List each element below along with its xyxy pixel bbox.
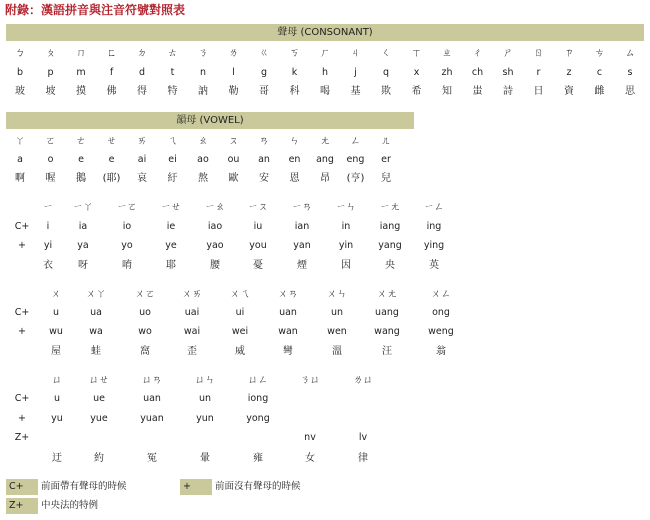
vowel-zhuyin-cell: ㄟ bbox=[167, 136, 178, 147]
i-group-chars-cell: 耶 bbox=[166, 260, 176, 271]
i-group-chars-cell: 腰 bbox=[210, 260, 220, 271]
vowel-pinyin-cell: ai bbox=[137, 154, 147, 165]
v-group-zhuyin-cell: ㄋㄩ bbox=[300, 375, 320, 386]
v-group-zhuyin-cell: ㄩㄢ bbox=[142, 375, 162, 386]
consonant-pinyin-cell: m bbox=[76, 67, 86, 78]
i-group-chars-cell: 英 bbox=[429, 260, 439, 271]
row-label: C+ bbox=[14, 393, 30, 404]
i-group-cplus-cell: i bbox=[46, 221, 50, 232]
vowel-zhuyin-cell: ㄣ bbox=[289, 136, 300, 147]
consonant-zhuyin-cell: ㄐ bbox=[350, 48, 361, 59]
vowel-chars-cell: 鵝 bbox=[76, 173, 86, 184]
v-group-zplus-cell: nv bbox=[304, 432, 316, 443]
i-group-cplus-cell: iu bbox=[253, 221, 263, 232]
row-label: C+ bbox=[14, 221, 30, 232]
i-group-plus-cell: yi bbox=[43, 240, 53, 251]
consonant-zhuyin-cell: ㄊ bbox=[167, 48, 178, 59]
consonant-chars-row bbox=[0, 84, 650, 100]
consonant-zhuyin-cell: ㄆ bbox=[45, 48, 56, 59]
i-group-plus-cell: ya bbox=[77, 240, 89, 251]
consonant-chars-cell: 喝 bbox=[320, 86, 330, 97]
vowel-pinyin-cell: e bbox=[108, 154, 115, 165]
legend-cplus-key: C+ bbox=[6, 479, 38, 495]
consonant-pinyin-cell: j bbox=[354, 67, 357, 78]
i-group-chars-cell: 憂 bbox=[253, 260, 263, 271]
vowel-zhuyin-cell: ㄦ bbox=[381, 136, 391, 147]
i-group-zhuyin-cell: ㄧㄡ bbox=[248, 202, 268, 213]
i-group-plus-cell: yo bbox=[121, 240, 133, 251]
v-group-cplus-cell: u bbox=[53, 393, 61, 404]
consonant-chars-cell: 得 bbox=[137, 86, 147, 97]
u-group-chars-cell: 窩 bbox=[140, 346, 150, 357]
vowel-zhuyin-cell: ㄞ bbox=[137, 136, 147, 147]
i-group-zhuyin-row bbox=[0, 200, 650, 216]
i-group-plus-cell: yin bbox=[338, 240, 354, 251]
u-group-cplus-cell: ua bbox=[90, 307, 102, 318]
i-group-chars-cell: 唷 bbox=[122, 260, 132, 271]
consonant-chars-cell: 哥 bbox=[259, 86, 269, 97]
i-group-chars-cell: 煙 bbox=[297, 260, 307, 271]
i-group-chars-cell: 央 bbox=[385, 260, 395, 271]
vowel-zhuyin-cell: ㄜ bbox=[76, 136, 86, 147]
i-group-zhuyin-cell: ㄧ bbox=[43, 202, 53, 213]
v-group-plus-row bbox=[0, 411, 650, 427]
consonant-pinyin-cell: zh bbox=[441, 67, 453, 78]
consonant-pinyin-cell: z bbox=[566, 67, 572, 78]
u-group-cplus-cell: uai bbox=[184, 307, 200, 318]
v-group-chars-cell: 冤 bbox=[147, 453, 157, 464]
v-group-plus-cell: yue bbox=[90, 413, 108, 424]
u-group-plus-cell: wa bbox=[89, 326, 103, 337]
u-group-zhuyin-cell: ㄨㄞ bbox=[182, 289, 202, 300]
consonant-chars-cell: 知 bbox=[442, 86, 452, 97]
i-group-cplus-row bbox=[0, 219, 650, 235]
consonant-chars-cell: 蚩 bbox=[472, 86, 483, 97]
row-label: + bbox=[18, 413, 26, 424]
u-group-zhuyin-cell: ㄨㄢ bbox=[278, 289, 298, 300]
vowel-zhuyin-cell: ㄛ bbox=[45, 136, 56, 147]
consonant-zhuyin-cell: ㄗ bbox=[564, 48, 574, 59]
u-group-cplus-row bbox=[0, 305, 650, 321]
v-group-chars-cell: 女 bbox=[305, 453, 315, 464]
u-group-plus-cell: wo bbox=[138, 326, 152, 337]
i-group-plus-cell: yan bbox=[293, 240, 311, 251]
u-group-zhuyin-cell: ㄨㄣ bbox=[327, 289, 347, 300]
vowel-chars-cell: 兒 bbox=[381, 173, 391, 184]
u-group-chars-cell: 溫 bbox=[332, 346, 342, 357]
vowel-zhuyin-row bbox=[0, 134, 650, 150]
vowel-pinyin-cell: ang bbox=[316, 154, 334, 165]
u-group-plus-cell: wang bbox=[374, 326, 400, 337]
i-group-cplus-cell: iang bbox=[379, 221, 401, 232]
u-group-cplus-cell: uo bbox=[139, 307, 151, 318]
consonant-zhuyin-cell: ㄌ bbox=[228, 48, 239, 59]
consonant-zhuyin-cell: ㄕ bbox=[503, 48, 513, 59]
vowel-chars-cell: 安 bbox=[259, 173, 269, 184]
u-group-plus-cell: wan bbox=[278, 326, 298, 337]
vowel-chars-cell: (亨) bbox=[346, 173, 365, 184]
i-group-cplus-cell: ian bbox=[294, 221, 310, 232]
v-group-plus-cell: yong bbox=[246, 413, 270, 424]
v-group-zhuyin-cell: ㄩ bbox=[52, 375, 62, 386]
vowel-chars-cell: 恩 bbox=[289, 173, 300, 184]
vowel-zhuyin-cell: ㄢ bbox=[259, 136, 269, 147]
vowel-pinyin-cell: ei bbox=[168, 154, 177, 165]
v-group-zplus-row bbox=[0, 430, 650, 446]
u-group-zhuyin-cell: ㄨㄤ bbox=[377, 289, 397, 300]
v-group-chars-cell: 雍 bbox=[253, 453, 263, 464]
u-group-plus-cell: wai bbox=[183, 326, 201, 337]
consonant-pinyin-cell: g bbox=[260, 67, 268, 78]
consonant-zhuyin-cell: ㄖ bbox=[533, 48, 544, 59]
v-group-cplus-cell: iong bbox=[247, 393, 269, 404]
consonant-zhuyin-cell: ㄒ bbox=[411, 48, 422, 59]
v-group-zplus-cell: lv bbox=[358, 432, 368, 443]
legend-cplus-text: 前面帶有聲母的時候 bbox=[41, 481, 127, 492]
i-group-cplus-cell: ie bbox=[166, 221, 176, 232]
vowel-pinyin-cell: ou bbox=[227, 154, 240, 165]
u-group-chars-cell: 屋 bbox=[51, 346, 61, 357]
i-group-zhuyin-cell: ㄧㄥ bbox=[424, 202, 444, 213]
consonant-pinyin-cell: x bbox=[413, 67, 420, 78]
row-label: + bbox=[18, 326, 26, 337]
i-group-zhuyin-cell: ㄧㄤ bbox=[380, 202, 400, 213]
legend-plus-text: 前面沒有聲母的時候 bbox=[215, 481, 301, 492]
u-group-zhuyin-cell: ㄨㄟ bbox=[230, 289, 250, 300]
consonant-chars-cell: 欺 bbox=[381, 86, 391, 97]
i-group-plus-cell: yang bbox=[378, 240, 402, 251]
u-group-cplus-cell: uang bbox=[375, 307, 399, 318]
u-group-chars-cell: 翁 bbox=[436, 346, 446, 357]
row-label: + bbox=[18, 240, 26, 251]
i-group-zhuyin-cell: ㄧㄣ bbox=[336, 202, 356, 213]
u-group-cplus-cell: ong bbox=[432, 307, 450, 318]
consonant-pinyin-cell: l bbox=[232, 67, 235, 78]
consonant-pinyin-cell: t bbox=[170, 67, 175, 78]
consonant-zhuyin-cell: ㄓ bbox=[442, 48, 452, 59]
u-group-zhuyin-row bbox=[0, 287, 650, 303]
v-group-zhuyin-cell: ㄩㄝ bbox=[89, 375, 109, 386]
v-group-cplus-cell: uan bbox=[143, 393, 161, 404]
consonant-chars-cell: 詩 bbox=[503, 86, 513, 97]
vowel-zhuyin-cell: ㄤ bbox=[320, 136, 330, 147]
legend-plus-key: + bbox=[180, 479, 212, 495]
consonant-pinyin-cell: ch bbox=[471, 67, 484, 78]
u-group-zhuyin-cell: ㄨㄛ bbox=[135, 289, 155, 300]
v-group-plus-cell: yuan bbox=[140, 413, 164, 424]
consonant-zhuyin-cell: ㄍ bbox=[259, 48, 269, 59]
vowel-chars-cell: 哀 bbox=[137, 173, 147, 184]
i-group-plus-cell: ying bbox=[423, 240, 445, 251]
u-group-cplus-cell: uan bbox=[279, 307, 297, 318]
u-group-plus-row bbox=[0, 324, 650, 340]
v-group-chars-cell: 暈 bbox=[200, 453, 210, 464]
vowel-pinyin-cell: o bbox=[47, 154, 54, 165]
u-group-chars-cell: 蛙 bbox=[91, 346, 101, 357]
i-group-plus-cell: yao bbox=[206, 240, 224, 251]
u-group-plus-cell: wei bbox=[231, 326, 249, 337]
consonant-pinyin-cell: n bbox=[199, 67, 207, 78]
vowel-pinyin-cell: a bbox=[17, 154, 23, 165]
i-group-zhuyin-cell: ㄧㄠ bbox=[205, 202, 225, 213]
i-group-chars-cell: 呀 bbox=[78, 260, 88, 271]
v-group-zhuyin-cell: ㄩㄣ bbox=[195, 375, 215, 386]
i-group-plus-cell: ye bbox=[165, 240, 177, 251]
i-group-zhuyin-cell: ㄧㄚ bbox=[73, 202, 93, 213]
vowel-zhuyin-cell: ㄚ bbox=[15, 136, 25, 147]
vowel-chars-cell: (耶) bbox=[102, 173, 121, 184]
consonant-header: 聲母 (CONSONANT) bbox=[6, 24, 644, 41]
consonant-pinyin-cell: h bbox=[321, 67, 329, 78]
v-group-plus-cell: yun bbox=[196, 413, 214, 424]
i-group-cplus-cell: ing bbox=[426, 221, 442, 232]
consonant-pinyin-cell: q bbox=[382, 67, 390, 78]
vowel-zhuyin-cell: ㄠ bbox=[198, 136, 208, 147]
row-label: C+ bbox=[14, 307, 30, 318]
consonant-zhuyin-row bbox=[0, 46, 650, 62]
vowel-chars-cell: 歐 bbox=[228, 173, 239, 184]
legend-zplus-text: 中央法的特例 bbox=[41, 500, 99, 511]
vowel-pinyin-cell: eng bbox=[346, 154, 365, 165]
i-group-zhuyin-cell: ㄧㄢ bbox=[292, 202, 312, 213]
consonant-pinyin-cell: p bbox=[47, 67, 54, 78]
vowel-pinyin-cell: en bbox=[288, 154, 301, 165]
consonant-chars-cell: 科 bbox=[289, 86, 300, 97]
consonant-pinyin-cell: b bbox=[16, 67, 24, 78]
u-group-zhuyin-cell: ㄨㄥ bbox=[431, 289, 451, 300]
u-group-chars-cell: 彎 bbox=[283, 346, 293, 357]
vowel-pinyin-cell: e bbox=[78, 154, 84, 165]
consonant-zhuyin-cell: ㄑ bbox=[381, 48, 391, 59]
consonant-chars-cell: 勒 bbox=[228, 86, 239, 97]
u-group-cplus-cell: ui bbox=[235, 307, 245, 318]
v-group-chars-cell: 約 bbox=[94, 453, 104, 464]
vowel-zhuyin-cell: ㄥ bbox=[350, 136, 361, 147]
i-group-cplus-cell: ia bbox=[78, 221, 88, 232]
u-group-cplus-cell: un bbox=[330, 307, 344, 318]
u-group-cplus-cell: u bbox=[52, 307, 60, 318]
i-group-plus-cell: you bbox=[249, 240, 267, 251]
v-group-zhuyin-row bbox=[0, 373, 650, 389]
consonant-pinyin-cell: f bbox=[109, 67, 114, 78]
consonant-chars-cell: 佛 bbox=[106, 86, 117, 97]
vowel-chars-cell: 啊 bbox=[15, 173, 25, 184]
i-group-chars-row bbox=[0, 258, 650, 274]
consonant-pinyin-cell: c bbox=[596, 67, 603, 78]
u-group-chars-cell: 汪 bbox=[382, 346, 392, 357]
consonant-chars-cell: 玻 bbox=[15, 86, 25, 97]
consonant-chars-cell: 希 bbox=[411, 86, 422, 97]
consonant-zhuyin-cell: ㄎ bbox=[289, 48, 300, 59]
consonant-zhuyin-cell: ㄉ bbox=[137, 48, 147, 59]
v-group-chars-cell: 迂 bbox=[52, 453, 62, 464]
u-group-zhuyin-cell: ㄨㄚ bbox=[86, 289, 106, 300]
u-group-zhuyin-cell: ㄨ bbox=[51, 289, 61, 300]
consonant-zhuyin-cell: ㄇ bbox=[76, 48, 86, 59]
vowel-pinyin-cell: an bbox=[258, 154, 270, 165]
u-group-plus-cell: wen bbox=[327, 326, 347, 337]
vowel-zhuyin-cell: ㄝ bbox=[106, 136, 117, 147]
v-group-cplus-cell: ue bbox=[93, 393, 105, 404]
consonant-chars-cell: 思 bbox=[625, 86, 635, 97]
consonant-chars-cell: 雌 bbox=[594, 86, 605, 97]
i-group-plus-row bbox=[0, 238, 650, 254]
consonant-pinyin-cell: sh bbox=[502, 67, 514, 78]
consonant-zhuyin-cell: ㄏ bbox=[320, 48, 330, 59]
vowel-chars-cell: 紆 bbox=[167, 173, 178, 184]
v-group-cplus-cell: un bbox=[198, 393, 212, 404]
consonant-chars-cell: 基 bbox=[350, 86, 361, 97]
v-group-zhuyin-cell: ㄌㄩ bbox=[353, 375, 373, 386]
i-group-zhuyin-cell: ㄧㄛ bbox=[117, 202, 137, 213]
u-group-chars-row bbox=[0, 344, 650, 360]
u-group-plus-cell: wu bbox=[49, 326, 63, 337]
consonant-pinyin-cell: s bbox=[627, 67, 633, 78]
v-group-chars-cell: 律 bbox=[358, 453, 368, 464]
i-group-zhuyin-cell: ㄧㄝ bbox=[161, 202, 181, 213]
consonant-zhuyin-cell: ㄔ bbox=[472, 48, 483, 59]
consonant-pinyin-cell: d bbox=[138, 67, 146, 78]
u-group-chars-cell: 歪 bbox=[187, 346, 197, 357]
v-group-cplus-row bbox=[0, 391, 650, 407]
legend-zplus-key: Z+ bbox=[6, 498, 38, 514]
i-group-chars-cell: 衣 bbox=[43, 260, 53, 271]
consonant-chars-cell: 日 bbox=[533, 86, 544, 97]
consonant-chars-cell: 摸 bbox=[76, 86, 86, 97]
row-label: Z+ bbox=[14, 432, 30, 443]
page-title: 附錄：漢語拼音與注音符號對照表 bbox=[5, 3, 186, 17]
vowel-chars-cell: 喔 bbox=[45, 173, 56, 184]
i-group-cplus-cell: in bbox=[341, 221, 351, 232]
vowel-zhuyin-cell: ㄡ bbox=[228, 136, 239, 147]
consonant-chars-cell: 訥 bbox=[198, 86, 208, 97]
i-group-chars-cell: 因 bbox=[341, 260, 351, 271]
vowel-pinyin-cell: ao bbox=[197, 154, 209, 165]
consonant-zhuyin-cell: ㄅ bbox=[15, 48, 25, 59]
vowel-pinyin-cell: er bbox=[381, 154, 391, 165]
consonant-zhuyin-cell: ㄈ bbox=[106, 48, 117, 59]
consonant-chars-cell: 資 bbox=[564, 86, 574, 97]
consonant-zhuyin-cell: ㄙ bbox=[625, 48, 635, 59]
vowel-pinyin-row bbox=[0, 152, 650, 168]
u-group-plus-cell: weng bbox=[428, 326, 454, 337]
i-group-cplus-cell: iao bbox=[207, 221, 223, 232]
vowel-header: 韻母 (VOWEL) bbox=[6, 112, 414, 129]
vowel-chars-row bbox=[0, 171, 650, 187]
consonant-pinyin-cell: k bbox=[291, 67, 298, 78]
v-group-chars-row bbox=[0, 451, 650, 467]
vowel-chars-cell: 熬 bbox=[198, 173, 208, 184]
vowel-chars-cell: 昂 bbox=[320, 173, 330, 184]
v-group-plus-cell: yu bbox=[51, 413, 63, 424]
u-group-chars-cell: 威 bbox=[235, 346, 245, 357]
consonant-pinyin-cell: r bbox=[536, 67, 541, 78]
consonant-chars-cell: 特 bbox=[167, 86, 178, 97]
consonant-pinyin-row bbox=[0, 65, 650, 81]
consonant-zhuyin-cell: ㄋ bbox=[198, 48, 208, 59]
i-group-cplus-cell: io bbox=[122, 221, 132, 232]
consonant-chars-cell: 坡 bbox=[45, 86, 56, 97]
consonant-zhuyin-cell: ㄘ bbox=[594, 48, 605, 59]
v-group-zhuyin-cell: ㄩㄥ bbox=[248, 375, 268, 386]
